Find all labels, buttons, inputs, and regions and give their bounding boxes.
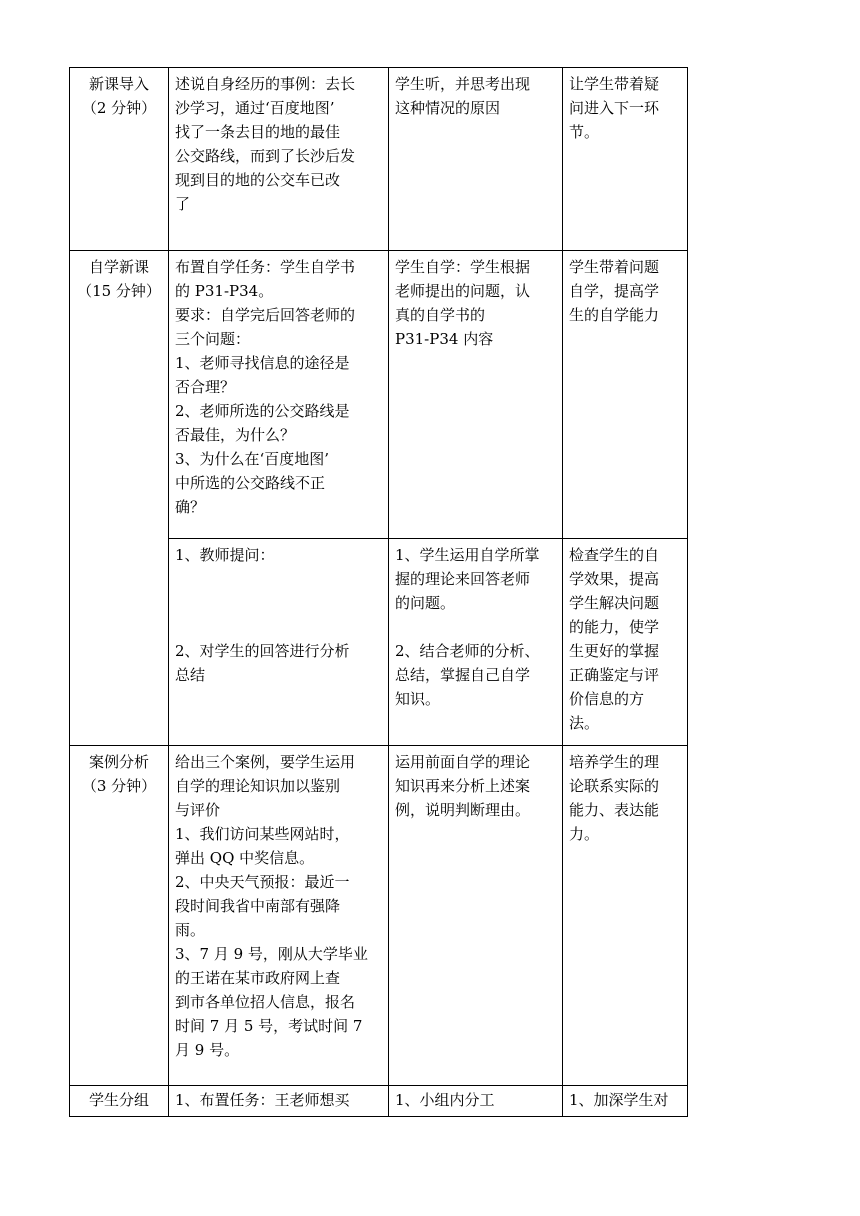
student-activity-cell: 学生自学：学生根据 老师提出的问题，认 真的自学书的 P31-P34 内容	[389, 251, 563, 539]
design-intent-cell: 让学生带着疑 问进入下一环 节。	[563, 68, 688, 251]
stage-cell: 学生分组	[70, 1086, 169, 1117]
teacher-activity-cell: 1、教师提问： 2、对学生的回答进行分析 总结	[169, 539, 389, 746]
student-activity-cell: 学生听，并思考出现 这种情况的原因	[389, 68, 563, 251]
student-activity-cell: 1、学生运用自学所掌 握的理论来回答老师 的问题。 2、结合老师的分析、 总结，掌握自己自学 知识。	[389, 539, 563, 746]
student-activity-cell: 1、小组内分工	[389, 1086, 563, 1117]
teacher-activity-cell: 布置自学任务：学生自学书 的 P31-P34。 要求：自学完后回答老师的 三个问题： 1、老师寻找信息的途径是 否合理？ 2、老师所选的公交路线是 否最佳，为什么？ 3、为什么在‘百度地图’ 中所选的公交路线不正 确？	[169, 251, 389, 539]
stage-cell: 自学新课 （15 分钟）	[70, 251, 169, 746]
design-intent-cell: 检查学生的自 学效果，提高 学生解决问题 的能力，使学 生更好的掌握 正确鉴定与评 价信息的方 法。	[563, 539, 688, 746]
teacher-activity-cell: 给出三个案例，要学生运用 自学的理论知识加以鉴别 与评价 1、我们访问某些网站时， 弹出 QQ 中奖信息。 2、中央天气预报：最近一 段时间我省中南部有强降 雨。 3、7 月 9 号，刚从大学毕业 的王诺在某市政府网上查 到市各单位招人信息，报名 时间 7 月 5 号，考试时间 7 月 9 号。	[169, 746, 389, 1086]
stage-cell: 新课导入 （2 分钟）	[70, 68, 169, 251]
lesson-plan-table	[69, 67, 688, 1117]
table-row	[70, 68, 688, 251]
table-row	[70, 251, 688, 539]
design-intent-cell: 培养学生的理 论联系实际的 能力、表达能 力。	[563, 746, 688, 1086]
stage-cell: 案例分析 （3 分钟）	[70, 746, 169, 1086]
teacher-activity-cell: 1、布置任务：王老师想买	[169, 1086, 389, 1117]
design-intent-cell: 学生带着问题 自学，提高学 生的自学能力	[563, 251, 688, 539]
design-intent-cell: 1、加深学生对	[563, 1086, 688, 1117]
student-activity-cell: 运用前面自学的理论 知识再来分析上述案 例，说明判断理由。	[389, 746, 563, 1086]
table-row	[70, 1086, 688, 1117]
table-row	[70, 746, 688, 1086]
teacher-activity-cell: 述说自身经历的事例：去长 沙学习，通过‘百度地图’ 找了一条去目的地的最佳 公交路线，而到了长沙后发 现到目的地的公交车已改 了	[169, 68, 389, 251]
